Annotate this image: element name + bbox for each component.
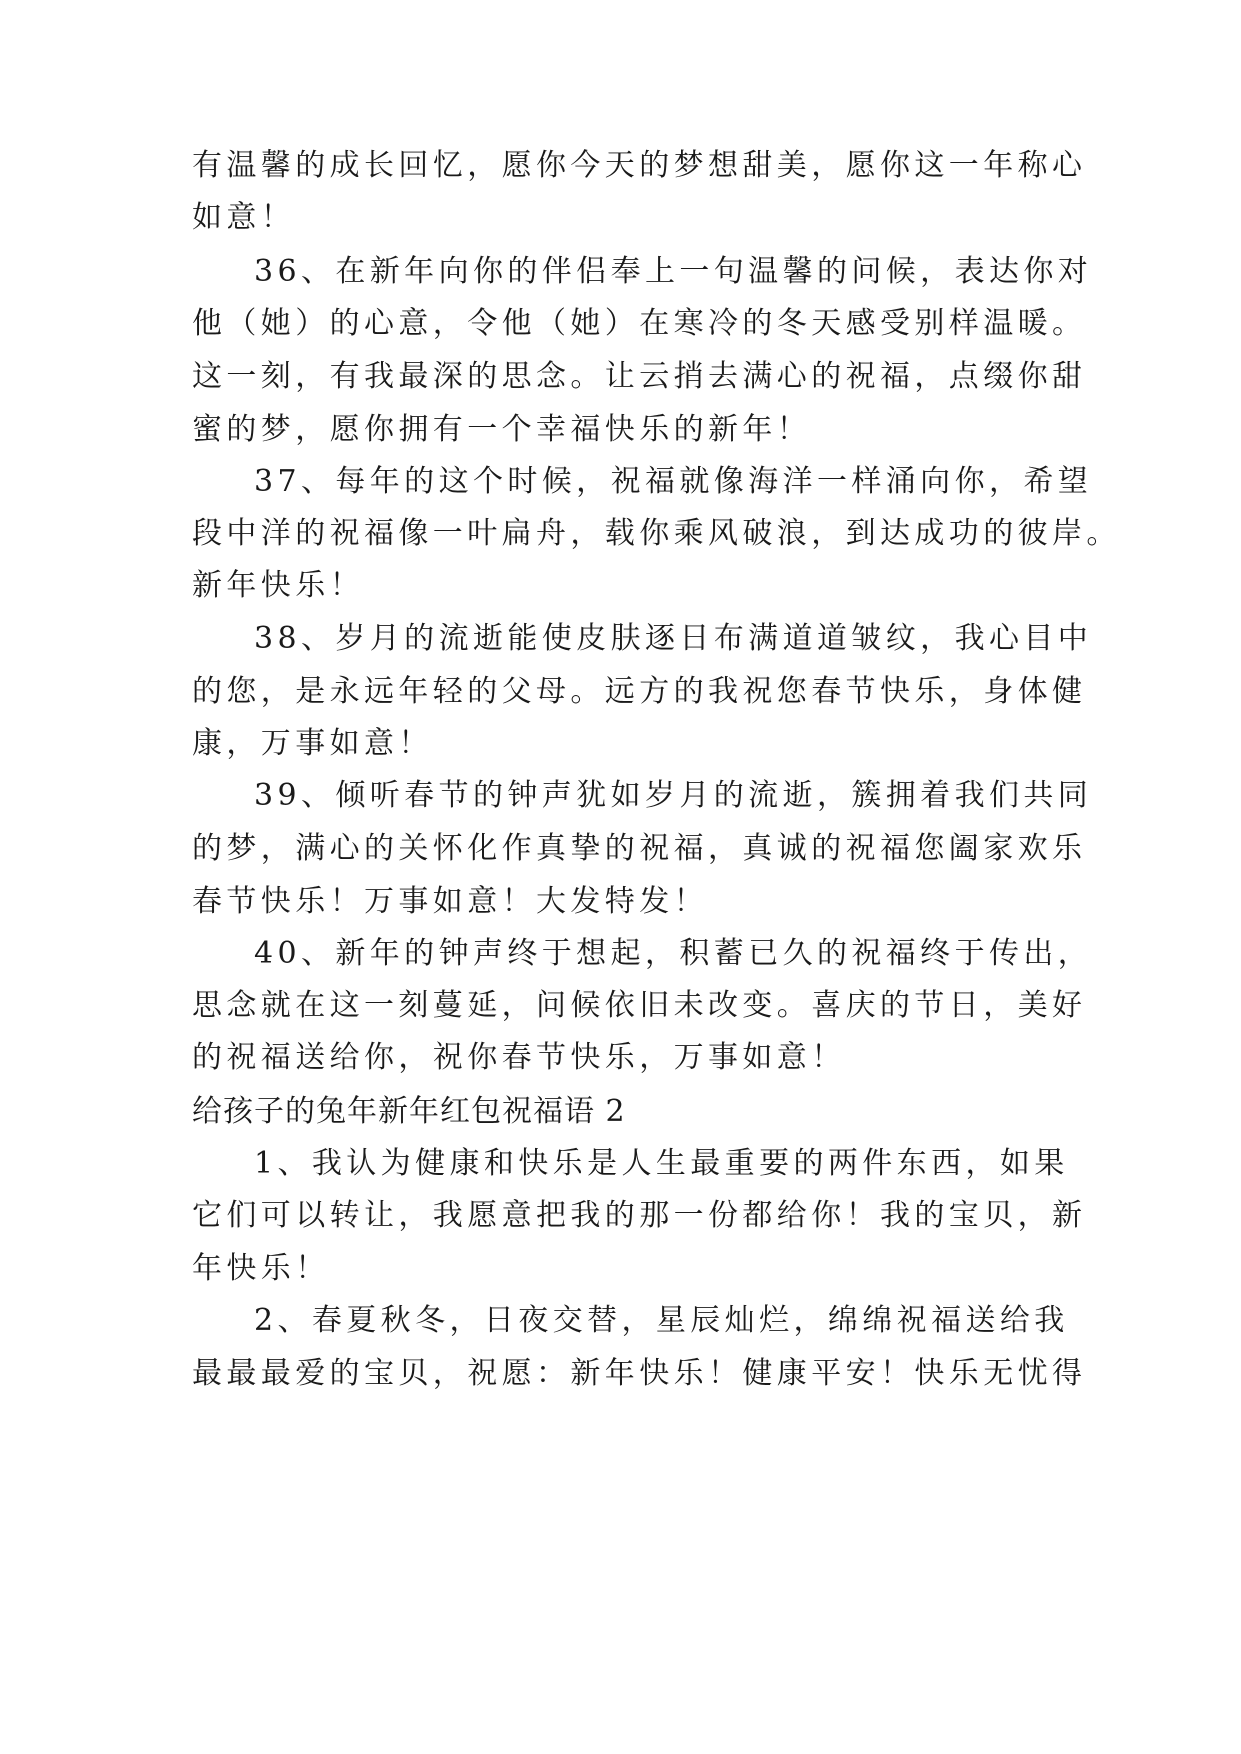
- text-line: 的祝福送给你，祝你春节快乐，万事如意！: [192, 1040, 846, 1075]
- text-line: 春节快乐！万事如意！大发特发！: [192, 884, 708, 919]
- paragraph-37-line: 37、每年的这个时候，祝福就像海洋一样涌向你，希望: [254, 464, 1093, 499]
- section-heading: 给孩子的兔年新年红包祝福语 2: [192, 1094, 626, 1129]
- text-line: 年快乐！: [192, 1251, 330, 1286]
- paragraph-39-line: 39、倾听春节的钟声犹如岁月的流逝，簇拥着我们共同: [254, 778, 1093, 813]
- paragraph-38-line: 38、岁月的流逝能使皮肤逐日布满道道皱纹，我心目中: [254, 621, 1093, 656]
- paragraph-36-line: 36、在新年向你的伴侣奉上一句温馨的问候，表达你对: [254, 254, 1093, 289]
- paragraph-1-line: 1、我认为健康和快乐是人生最重要的两件东西，如果: [254, 1146, 1069, 1181]
- text-line: 的梦，满心的关怀化作真挚的祝福，真诚的祝福您阖家欢乐: [192, 831, 1087, 866]
- text-line: 段中洋的祝福像一叶扁舟，载你乘风破浪，到达成功的彼岸。: [192, 516, 1121, 551]
- text-line: 它们可以转让，我愿意把我的那一份都给你！我的宝贝，新: [192, 1198, 1087, 1233]
- text-line: 他（她）的心意，令他（她）在寒冷的冬天感受别样温暖。: [192, 306, 1087, 341]
- text-line: 思念就在这一刻蔓延，问候依旧未改变。喜庆的节日，美好: [192, 988, 1087, 1023]
- paragraph-2-line: 2、春夏秋冬，日夜交替，星辰灿烂，绵绵祝福送给我: [254, 1303, 1069, 1338]
- text-line: 蜜的梦，愿你拥有一个幸福快乐的新年！: [192, 412, 812, 447]
- text-line: 有温馨的成长回忆，愿你今天的梦想甜美，愿你这一年称心: [192, 148, 1087, 183]
- text-line: 新年快乐！: [192, 568, 364, 603]
- text-line: 最最最爱的宝贝，祝愿：新年快乐！健康平安！快乐无忧得: [192, 1356, 1087, 1391]
- text-line: 康，万事如意！: [192, 726, 433, 761]
- paragraph-40-line: 40、新年的钟声终于想起，积蓄已久的祝福终于传出，: [254, 936, 1093, 971]
- text-line: 这一刻，有我最深的思念。让云捎去满心的祝福，点缀你甜: [192, 359, 1087, 394]
- text-line: 如意！: [192, 200, 296, 235]
- text-line: 的您，是永远年轻的父母。远方的我祝您春节快乐，身体健: [192, 674, 1087, 709]
